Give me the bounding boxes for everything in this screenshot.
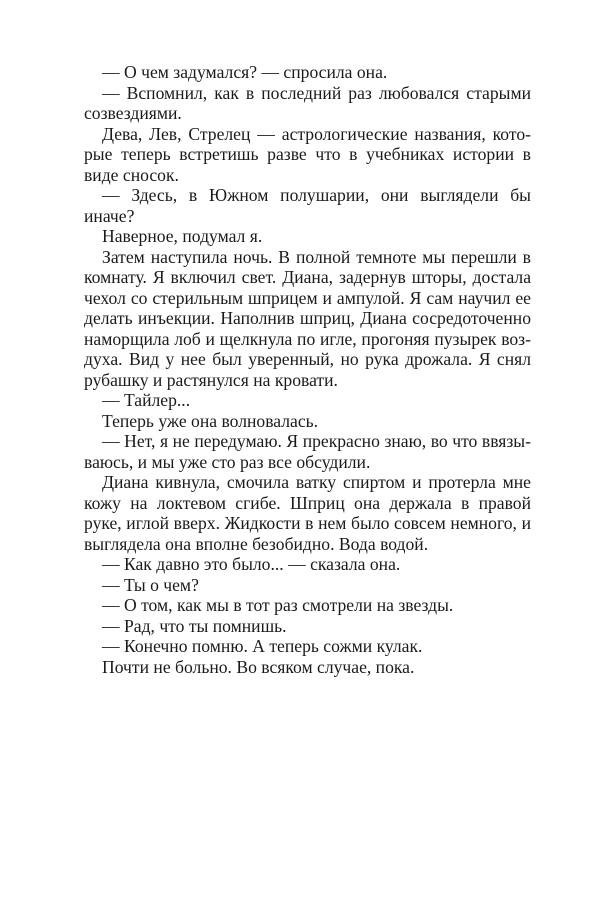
- paragraph: — Тайлер...: [102, 390, 191, 410]
- paragraph: — О чем задумался? — спросила она.: [102, 62, 388, 82]
- book-page: [84, 62, 531, 677]
- paragraph: Теперь уже она волновалась.: [102, 410, 319, 431]
- paragraph: — Как давно это было... — сказала она.: [102, 554, 401, 574]
- paragraph: — Рад, что ты помнишь.: [102, 615, 287, 636]
- paragraph: Почти не больно. Во всяком случае, пока.: [102, 656, 415, 677]
- paragraph: — Ты о чем?: [102, 574, 199, 595]
- paragraph: Диана кивнула, смочила ватку спиртом и протерла мне кожу на локтевом сгибе. Шприц она держала в правой руке, иглой вверх. Жидкости в нем было совсем немного, и выглядела она вполне безобидно. Вода водой.: [84, 472, 531, 554]
- paragraph: — О том, как мы в тот раз смотрели на звезды.: [102, 595, 454, 615]
- paragraph: Наверное, подумал я.: [102, 226, 263, 246]
- paragraph: Дева, Лев, Стрелец — астрологические названия, которые теперь встретишь разве что в учебниках истории в виде сносок.: [84, 123, 531, 185]
- paragraph: — Конечно помню. А теперь сожми кулак.: [102, 636, 423, 656]
- paragraph: — Нет, я не передумаю. Я прекрасно знаю, во что ввязываюсь, и мы уже сто раз все обсудили.: [84, 431, 531, 472]
- paragraph: Затем наступила ночь. В полной темноте мы перешли в комнату. Я включил свет. Диана, задернув шторы, достала чехол со стерильным шприцем и ампулой. Я сам научил ее делать инъекции. Наполнив шприц, Диана сосредоточенно наморщила лоб и щелкнула по игле, прогоняя пузырек воздуха. Вид у нее был уверенный, но рука дрожала. Я снял рубашку и растянулся на кровати.: [84, 246, 531, 390]
- paragraph: — Здесь, в Южном полушарии, они выглядели бы иначе?: [84, 185, 531, 226]
- paragraph: — Вспомнил, как в последний раз любовался старыми созвездиями.: [84, 82, 531, 123]
